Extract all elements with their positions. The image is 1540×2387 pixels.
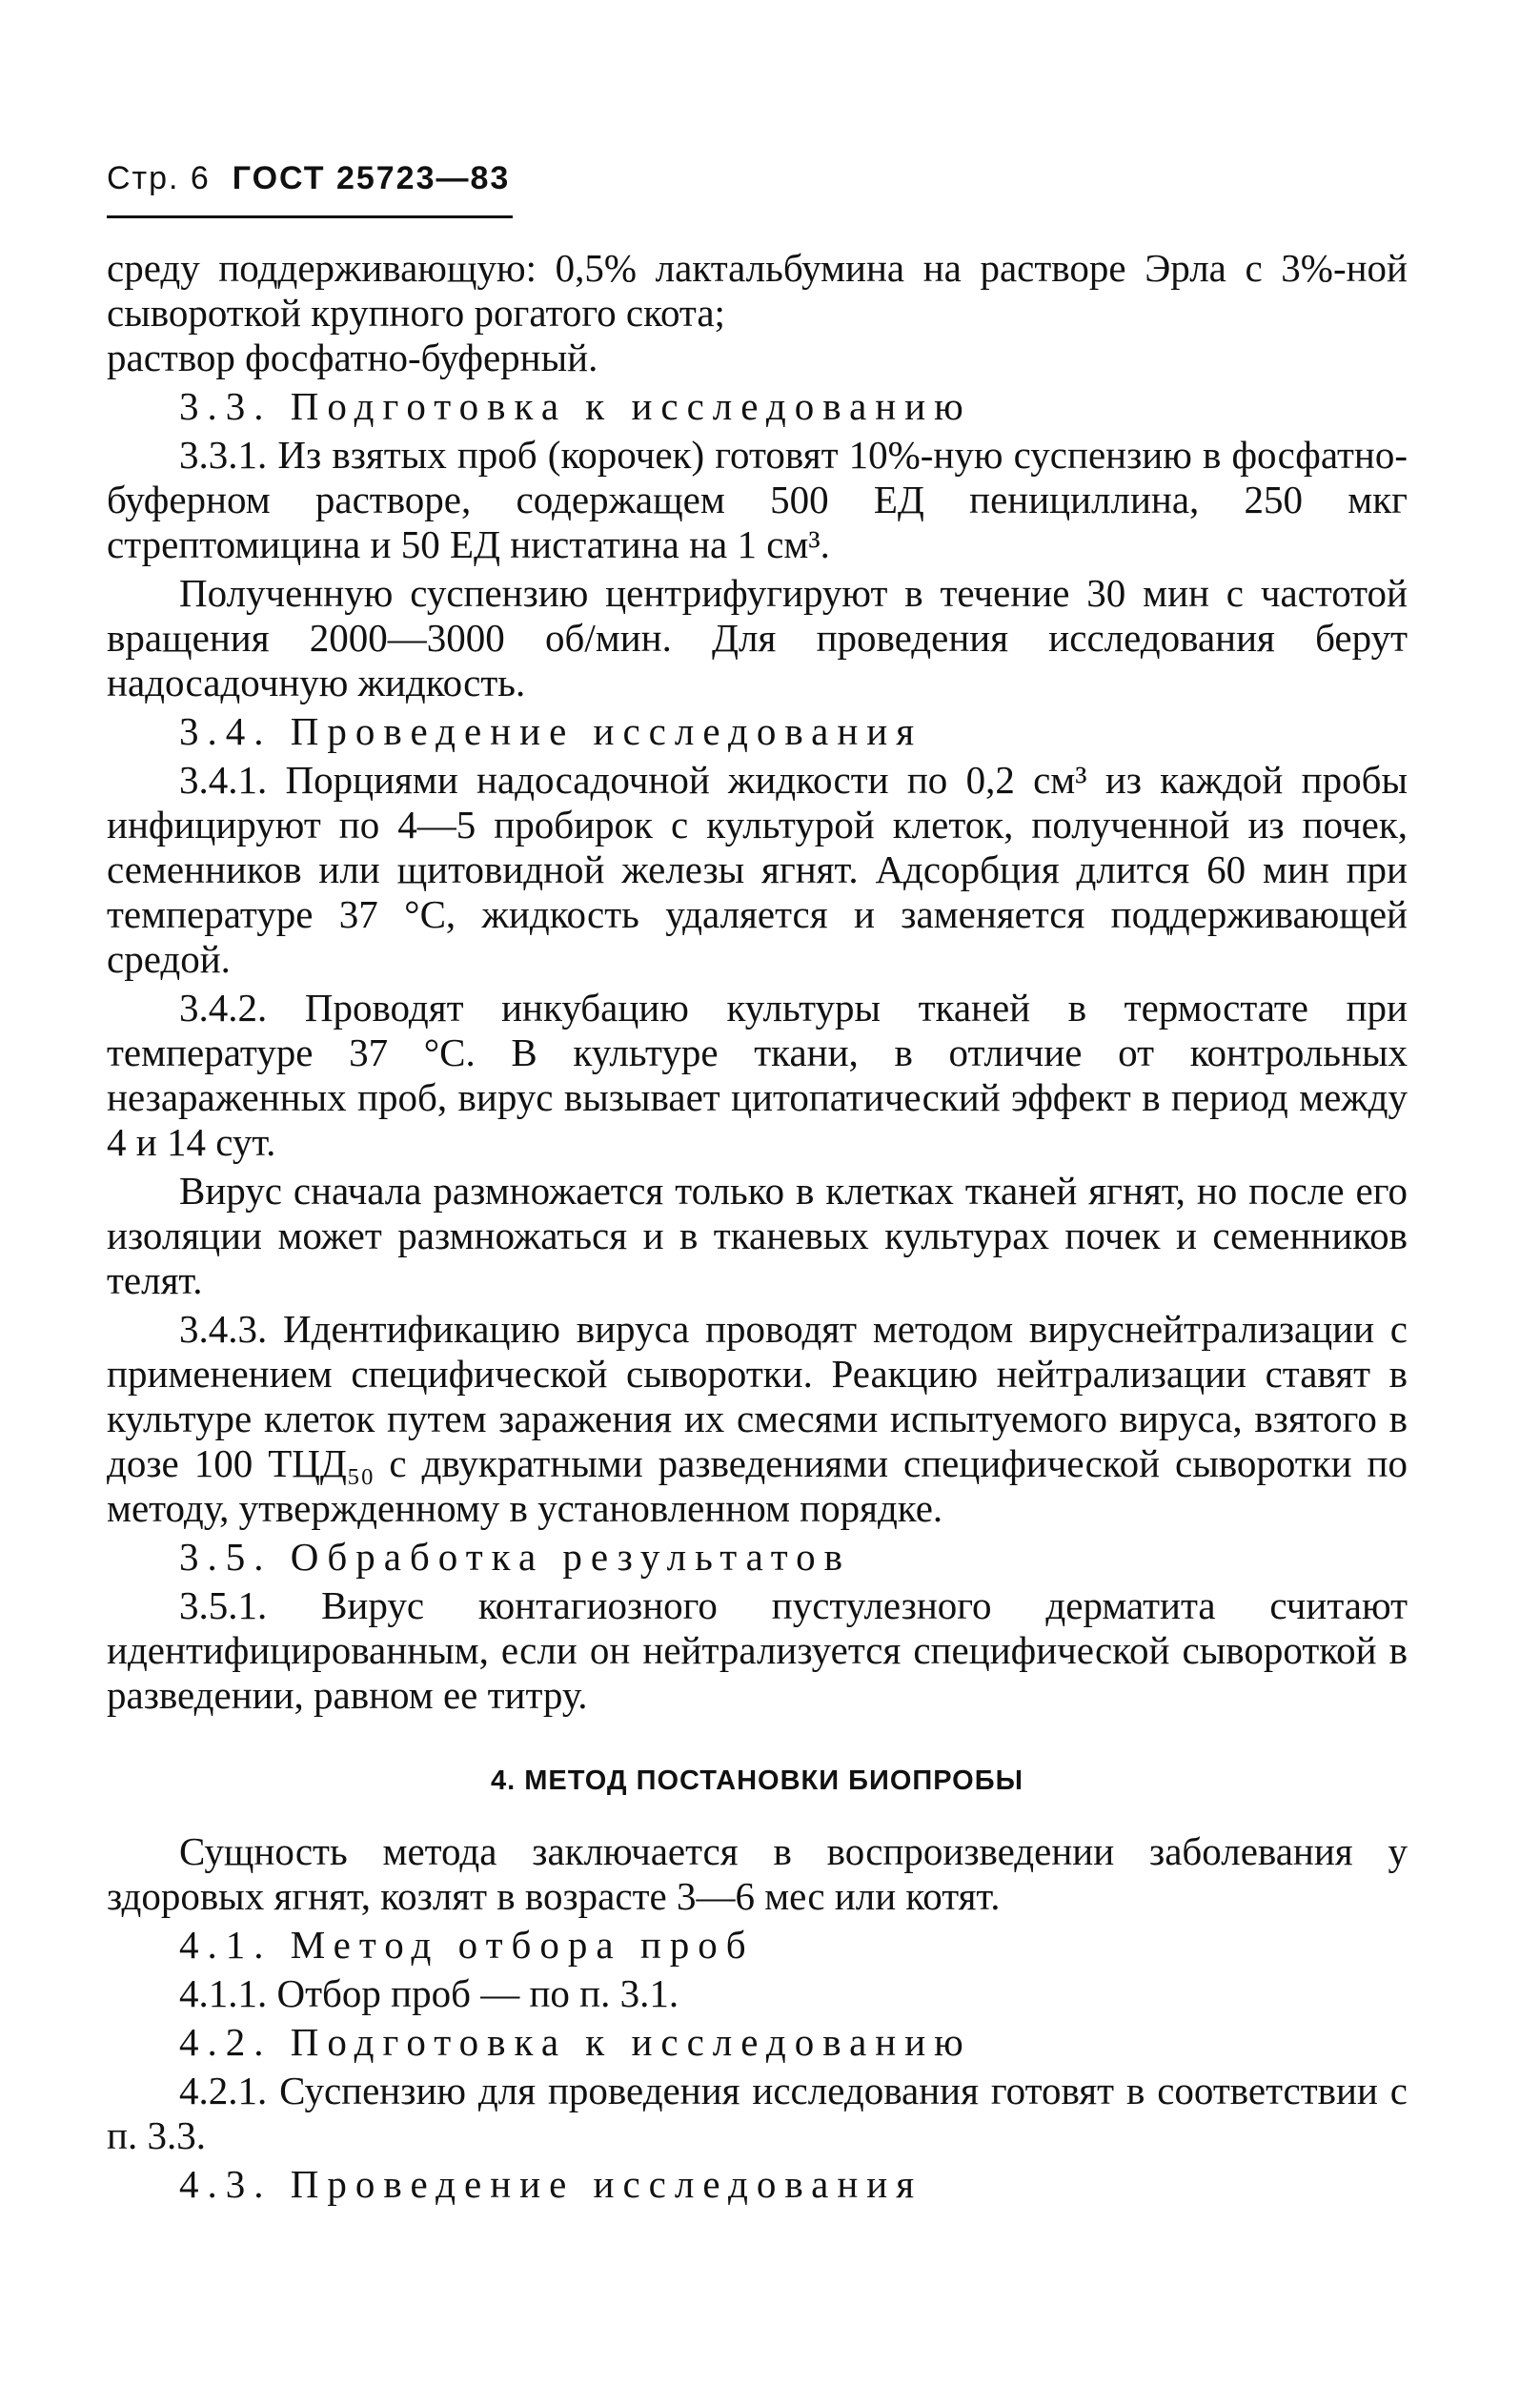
paragraph-3-5-1: 3.5.1. Вирус контагиозного пустулезного дерматита считают идентифицированным, если он нейтрализуется специфической сывороткой в разведении, равном ее титру.	[107, 1583, 1408, 1717]
subsection-heading-3-5: 3.5. Обработка результатов	[179, 1535, 852, 1579]
paragraph-buffer-solution: раствор фосфатно-буферный.	[107, 336, 598, 379]
paragraph-4-2-1: 4.2.1. Суспензию для проведения исследования готовят в соответствии с п. 3.3.	[107, 2069, 1408, 2157]
paragraph-3-4-1: 3.4.1. Порциями надосадочной жидкости по 0,2 см³ из каждой пробы инфицируют по 4—5 пробирок с культурой клеток, полученной из почек, семенников или щитовидной железы ягнят. Адсорбция длится 60 мин при температуре 37 °С, жидкость удаляется и заменяется поддерживающей средой.	[107, 758, 1408, 981]
paragraph-3-4-3: 3.4.3. Идентификацию вируса проводят методом вируснейтрализации с применением специфической сыворотки. Реакцию нейтрализации ставят в культуре клеток путем заражения их смесями испытуемого вируса, взятого в дозе 100 ТЦД₅₀ с двукратными разведениями специфической сыворотки по методу, утвержденному в установленном порядке.	[107, 1307, 1408, 1530]
paragraph-continued: среду поддерживающую: 0,5% лактальбумина на растворе Эрла с 3%-ной сывороткой крупного рогатого скота;	[107, 246, 1408, 335]
document-body	[107, 246, 1408, 2207]
paragraph-virus-multiplication: Вирус сначала размножается только в клетках тканей ягнят, но после его изоляции может размножаться и в тканевых культурах почек и семенников телят.	[107, 1169, 1408, 1302]
paragraph-centrifuge: Полученную суспензию центрифугируют в течение 30 мин с частотой вращения 2000—3000 об/мин. Для проведения исследования берут надосадочную жидкость.	[107, 571, 1408, 704]
paragraph-3-3-1: 3.3.1. Из взятых проб (корочек) готовят 10%-ную суспензию в фосфатно-буферном растворе, содержащем 500 ЕД пенициллина, 250 мкг стрептомицина и 50 ЕД нистатина на 1 см³.	[107, 433, 1408, 566]
header-divider	[107, 215, 513, 218]
page-header	[107, 160, 510, 197]
paragraph-method-essence: Сущность метода заключается в воспроизведении заболевания у здоровых ягнят, козлят в возрасте 3—6 мес или котят.	[107, 1829, 1408, 1918]
paragraph-4-1-1: 4.1.1. Отбор проб — по п. 3.1.	[179, 1971, 679, 2015]
subsection-heading-4-1: 4.1. Метод отбора проб	[179, 1923, 755, 1967]
paragraph-3-4-2: 3.4.2. Проводят инкубацию культуры тканей в термостате при температуре 37 °С. В культуре ткани, в отличие от контрольных незараженных проб, вирус вызывает цитопатический эффект в период между 4 и 14 сут.	[107, 986, 1408, 1164]
subsection-heading-3-3: 3.3. Подготовка к исследованию	[179, 384, 972, 428]
section-heading-4: 4. МЕТОД ПОСТАНОВКИ БИОПРОБЫ	[491, 1765, 1023, 1796]
document-code: ГОСТ 25723—83	[232, 160, 511, 196]
subsection-heading-4-3: 4.3. Проведение исследования	[179, 2162, 923, 2206]
subsection-heading-3-4: 3.4. Проведение исследования	[179, 709, 923, 753]
subsection-heading-4-2: 4.2. Подготовка к исследованию	[179, 2020, 972, 2064]
page-label: Стр. 6	[107, 160, 211, 196]
